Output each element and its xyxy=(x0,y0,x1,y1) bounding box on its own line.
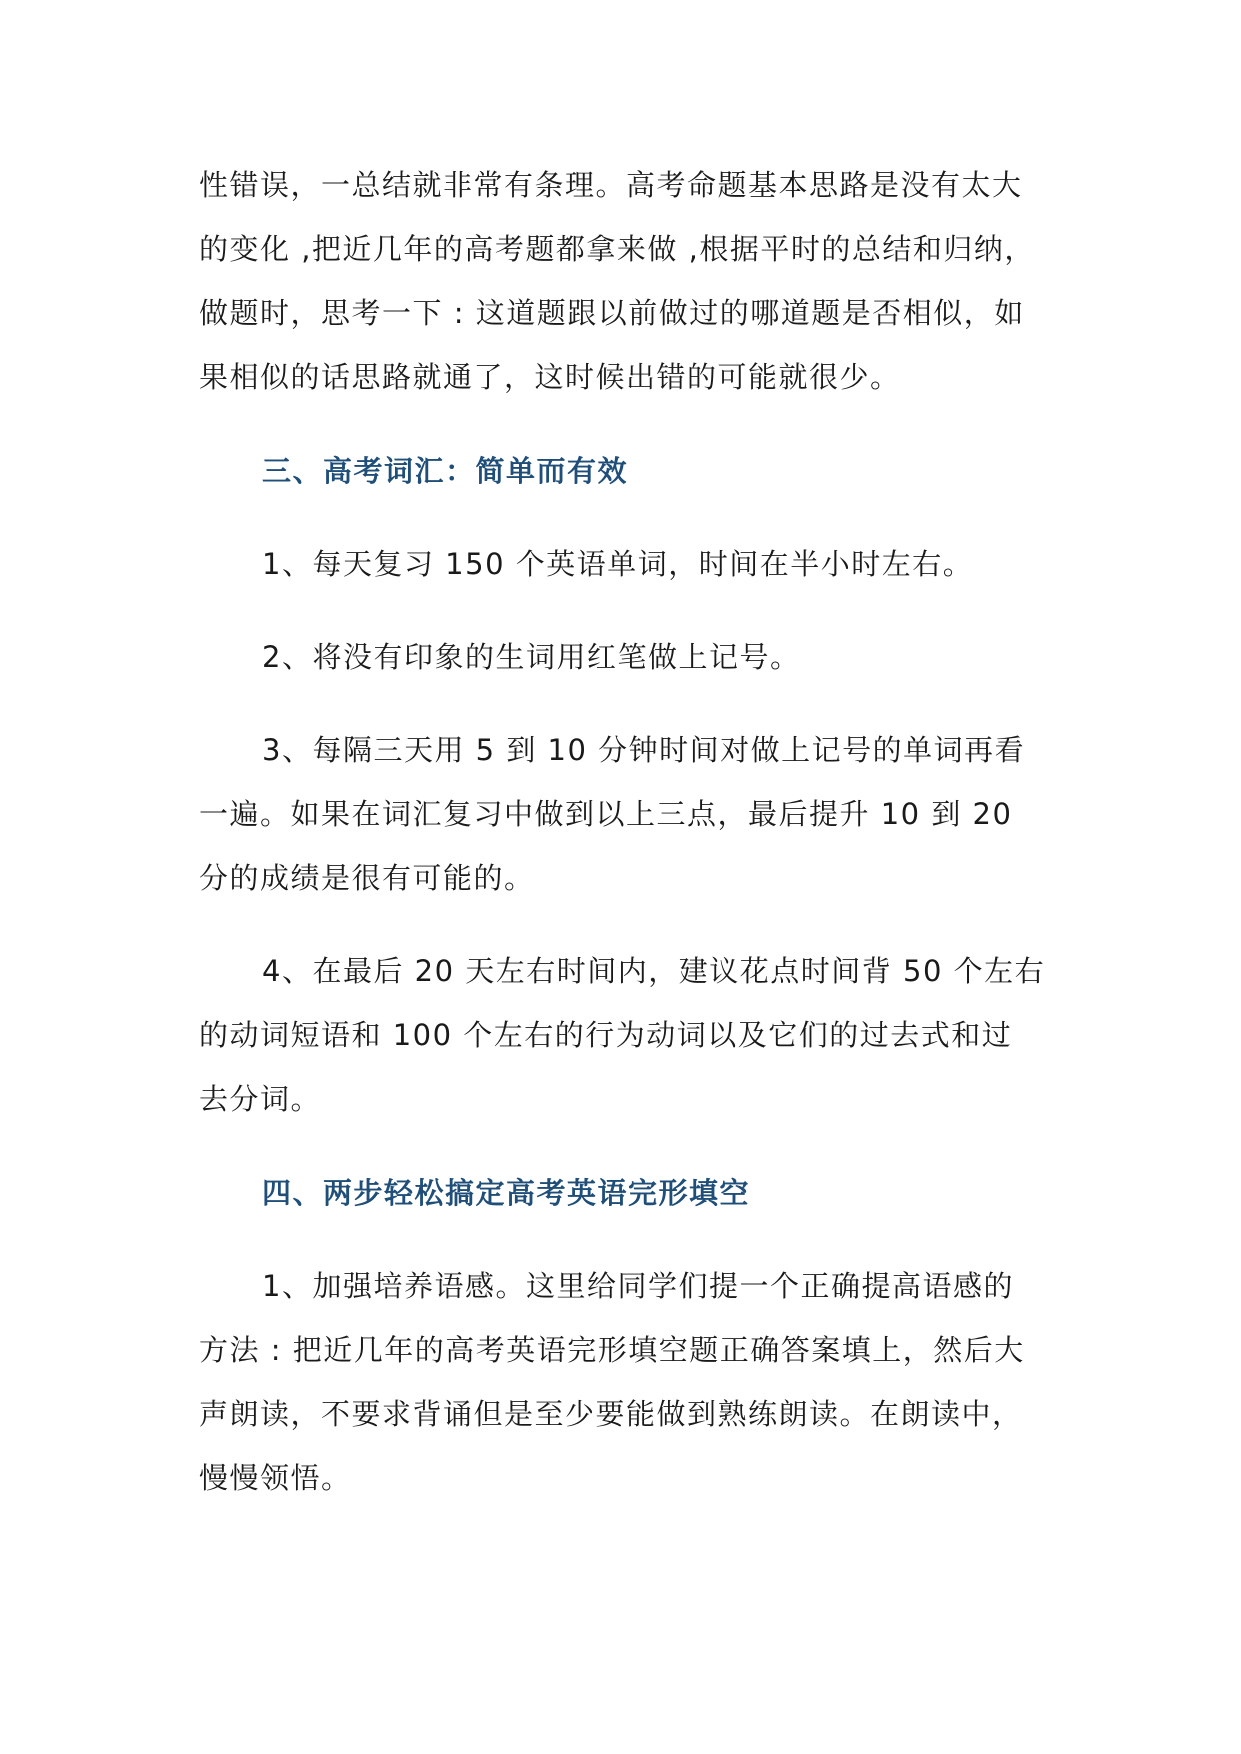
paragraph-line: 的动词短语和 100 个左右的行为动词以及它们的过去式和过 xyxy=(199,1018,1013,1052)
paragraph-line: 果相似的话思路就通了，这时候出错的可能就很少。 xyxy=(199,360,901,394)
list-item-2: 2、将没有印象的生词用红笔做上记号。 xyxy=(262,640,801,674)
paragraph-line: 方法 : 把近几年的高考英语完形填空题正确答案填上，然后大 xyxy=(199,1333,1025,1367)
paragraph-line: 慢慢领悟。 xyxy=(199,1461,352,1495)
paragraph-line: 1、加强培养语感。这里给同学们提一个正确提高语感的 xyxy=(262,1269,1014,1303)
section-3-heading: 三、高考词汇：简单而有效 xyxy=(262,454,629,488)
paragraph-line: 一遍。如果在词汇复习中做到以上三点，最后提升 10 到 20 xyxy=(199,797,1013,831)
paragraph-line: 做题时，思考一下 : 这道题跟以前做过的哪道题是否相似，如 xyxy=(199,296,1025,330)
paragraph-line: 4、在最后 20 天左右时间内，建议花点时间背 50 个左右 xyxy=(262,954,1046,988)
paragraph-line: 3、每隔三天用 5 到 10 分钟时间对做上记号的单词再看 xyxy=(262,733,1026,767)
paragraph-line: 性错误，一总结就非常有条理。高考命题基本思路是没有太大 xyxy=(199,168,1023,202)
paragraph-line: 分的成绩是很有可能的。 xyxy=(199,861,535,895)
paragraph-line: 去分词。 xyxy=(199,1082,322,1116)
paragraph-line: 的变化 ,把近几年的高考题都拿来做 ,根据平时的总结和归纳， xyxy=(199,232,1035,266)
paragraph-line: 声朗读，不要求背诵但是至少要能做到熟练朗读。在朗读中， xyxy=(199,1397,1023,1431)
section-4-heading: 四、两步轻松搞定高考英语完形填空 xyxy=(262,1176,751,1210)
list-item-1: 1、每天复习 150 个英语单词，时间在半小时左右。 xyxy=(262,547,974,581)
